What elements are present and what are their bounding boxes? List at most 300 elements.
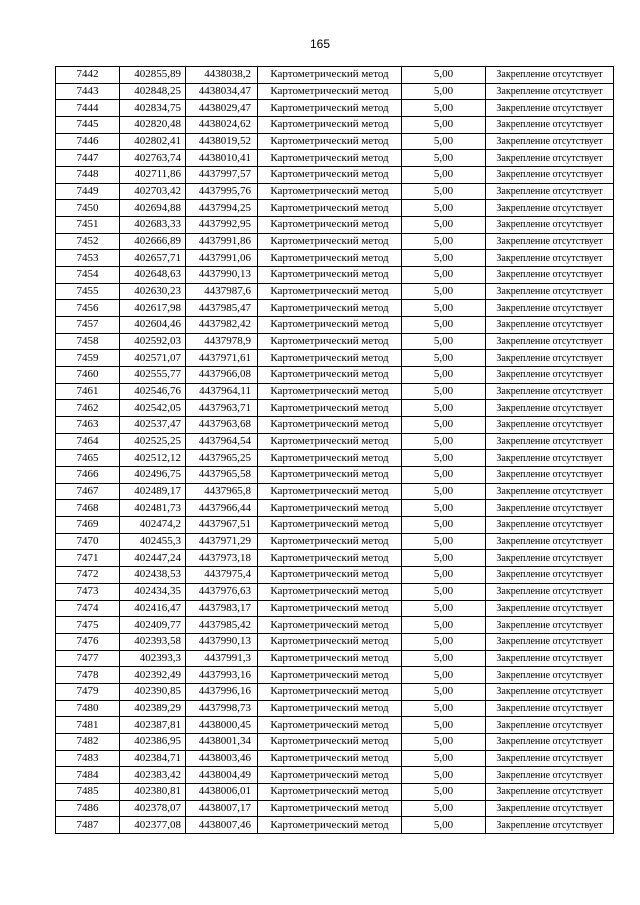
table-row [56, 483, 614, 500]
point-number-cell: 7452 [56, 233, 120, 250]
table-row [56, 433, 614, 450]
method-cell: Картометрический метод [258, 517, 402, 534]
table-row [56, 783, 614, 800]
y-coordinate-cell: 4437964,11 [186, 383, 258, 400]
fixation-cell: Закрепление отсутствует [486, 617, 614, 634]
fixation-cell: Закрепление отсутствует [486, 450, 614, 467]
method-cell: Картометрический метод [258, 100, 402, 117]
fixation-cell: Закрепление отсутствует [486, 67, 614, 84]
point-number-cell: 7447 [56, 150, 120, 167]
method-cell: Картометрический метод [258, 250, 402, 267]
fixation-cell: Закрепление отсутствует [486, 267, 614, 284]
error-cell: 5,00 [402, 383, 486, 400]
table-row [56, 550, 614, 567]
method-cell: Картометрический метод [258, 750, 402, 767]
point-number-cell: 7446 [56, 133, 120, 150]
x-coordinate-cell: 402489,17 [120, 483, 186, 500]
point-number-cell: 7482 [56, 733, 120, 750]
x-coordinate-cell: 402820,48 [120, 117, 186, 134]
point-number-cell: 7471 [56, 550, 120, 567]
x-coordinate-cell: 402389,29 [120, 700, 186, 717]
point-number-cell: 7463 [56, 417, 120, 434]
table-row [56, 667, 614, 684]
y-coordinate-cell: 4438019,52 [186, 133, 258, 150]
x-coordinate-cell: 402393,3 [120, 650, 186, 667]
method-cell: Картометрический метод [258, 183, 402, 200]
table-row [56, 600, 614, 617]
fixation-cell: Закрепление отсутствует [486, 650, 614, 667]
point-number-cell: 7477 [56, 650, 120, 667]
fixation-cell: Закрепление отсутствует [486, 667, 614, 684]
table-row [56, 167, 614, 184]
fixation-cell: Закрепление отсутствует [486, 750, 614, 767]
x-coordinate-cell: 402648,63 [120, 267, 186, 284]
error-cell: 5,00 [402, 800, 486, 817]
error-cell: 5,00 [402, 333, 486, 350]
error-cell: 5,00 [402, 483, 486, 500]
table-row [56, 383, 614, 400]
y-coordinate-cell: 4437971,29 [186, 533, 258, 550]
method-cell: Картометрический метод [258, 83, 402, 100]
method-cell: Картометрический метод [258, 117, 402, 134]
y-coordinate-cell: 4437991,3 [186, 650, 258, 667]
point-number-cell: 7461 [56, 383, 120, 400]
table-row [56, 150, 614, 167]
y-coordinate-cell: 4438003,46 [186, 750, 258, 767]
point-number-cell: 7467 [56, 483, 120, 500]
table-row [56, 300, 614, 317]
table-row [56, 133, 614, 150]
point-number-cell: 7480 [56, 700, 120, 717]
error-cell: 5,00 [402, 217, 486, 234]
error-cell: 5,00 [402, 267, 486, 284]
y-coordinate-cell: 4437973,18 [186, 550, 258, 567]
y-coordinate-cell: 4438004,49 [186, 767, 258, 784]
y-coordinate-cell: 4438024,62 [186, 117, 258, 134]
method-cell: Картометрический метод [258, 300, 402, 317]
method-cell: Картометрический метод [258, 483, 402, 500]
table-row [56, 817, 614, 834]
y-coordinate-cell: 4438038,2 [186, 67, 258, 84]
x-coordinate-cell: 402387,81 [120, 717, 186, 734]
point-number-cell: 7486 [56, 800, 120, 817]
table-row [56, 217, 614, 234]
error-cell: 5,00 [402, 450, 486, 467]
method-cell: Картометрический метод [258, 550, 402, 567]
error-cell: 5,00 [402, 750, 486, 767]
point-number-cell: 7475 [56, 617, 120, 634]
point-number-cell: 7456 [56, 300, 120, 317]
x-coordinate-cell: 402481,73 [120, 500, 186, 517]
point-number-cell: 7472 [56, 567, 120, 584]
fixation-cell: Закрепление отсутствует [486, 317, 614, 334]
x-coordinate-cell: 402848,25 [120, 83, 186, 100]
point-number-cell: 7469 [56, 517, 120, 534]
point-number-cell: 7454 [56, 267, 120, 284]
error-cell: 5,00 [402, 200, 486, 217]
table-row [56, 100, 614, 117]
x-coordinate-cell: 402409,77 [120, 617, 186, 634]
y-coordinate-cell: 4437967,51 [186, 517, 258, 534]
y-coordinate-cell: 4437985,47 [186, 300, 258, 317]
error-cell: 5,00 [402, 367, 486, 384]
y-coordinate-cell: 4437991,06 [186, 250, 258, 267]
y-coordinate-cell: 4438006,01 [186, 783, 258, 800]
y-coordinate-cell: 4437982,42 [186, 317, 258, 334]
x-coordinate-cell: 402380,81 [120, 783, 186, 800]
y-coordinate-cell: 4437963,71 [186, 400, 258, 417]
x-coordinate-cell: 402455,3 [120, 533, 186, 550]
method-cell: Картометрический метод [258, 267, 402, 284]
x-coordinate-cell: 402703,42 [120, 183, 186, 200]
point-number-cell: 7458 [56, 333, 120, 350]
y-coordinate-cell: 4437978,9 [186, 333, 258, 350]
fixation-cell: Закрепление отсутствует [486, 300, 614, 317]
error-cell: 5,00 [402, 500, 486, 517]
x-coordinate-cell: 402434,35 [120, 583, 186, 600]
y-coordinate-cell: 4437983,17 [186, 600, 258, 617]
error-cell: 5,00 [402, 100, 486, 117]
error-cell: 5,00 [402, 83, 486, 100]
x-coordinate-cell: 402711,86 [120, 167, 186, 184]
table-row [56, 117, 614, 134]
y-coordinate-cell: 4437996,16 [186, 683, 258, 700]
method-cell: Картометрический метод [258, 367, 402, 384]
point-number-cell: 7468 [56, 500, 120, 517]
y-coordinate-cell: 4437965,25 [186, 450, 258, 467]
point-number-cell: 7470 [56, 533, 120, 550]
y-coordinate-cell: 4438007,17 [186, 800, 258, 817]
point-number-cell: 7443 [56, 83, 120, 100]
y-coordinate-cell: 4437975,4 [186, 567, 258, 584]
method-cell: Картометрический метод [258, 383, 402, 400]
error-cell: 5,00 [402, 300, 486, 317]
table-row [56, 467, 614, 484]
error-cell: 5,00 [402, 400, 486, 417]
point-number-cell: 7487 [56, 817, 120, 834]
method-cell: Картометрический метод [258, 600, 402, 617]
y-coordinate-cell: 4437966,08 [186, 367, 258, 384]
method-cell: Картометрический метод [258, 533, 402, 550]
fixation-cell: Закрепление отсутствует [486, 250, 614, 267]
error-cell: 5,00 [402, 717, 486, 734]
x-coordinate-cell: 402802,41 [120, 133, 186, 150]
method-cell: Картометрический метод [258, 133, 402, 150]
table-row [56, 583, 614, 600]
y-coordinate-cell: 4437971,61 [186, 350, 258, 367]
fixation-cell: Закрепление отсутствует [486, 217, 614, 234]
method-cell: Картометрический метод [258, 350, 402, 367]
point-number-cell: 7462 [56, 400, 120, 417]
error-cell: 5,00 [402, 133, 486, 150]
method-cell: Картометрический метод [258, 417, 402, 434]
table-row [56, 183, 614, 200]
method-cell: Картометрический метод [258, 650, 402, 667]
point-number-cell: 7442 [56, 67, 120, 84]
fixation-cell: Закрепление отсутствует [486, 683, 614, 700]
y-coordinate-cell: 4438029,47 [186, 100, 258, 117]
y-coordinate-cell: 4437966,44 [186, 500, 258, 517]
method-cell: Картометрический метод [258, 700, 402, 717]
point-number-cell: 7444 [56, 100, 120, 117]
table-row [56, 517, 614, 534]
table-row [56, 250, 614, 267]
fixation-cell: Закрепление отсутствует [486, 533, 614, 550]
table-row [56, 317, 614, 334]
fixation-cell: Закрепление отсутствует [486, 700, 614, 717]
method-cell: Картометрический метод [258, 333, 402, 350]
y-coordinate-cell: 4437987,6 [186, 283, 258, 300]
y-coordinate-cell: 4437992,95 [186, 217, 258, 234]
method-cell: Картометрический метод [258, 633, 402, 650]
table-row [56, 533, 614, 550]
fixation-cell: Закрепление отсутствует [486, 817, 614, 834]
fixation-cell: Закрепление отсутствует [486, 600, 614, 617]
point-number-cell: 7445 [56, 117, 120, 134]
x-coordinate-cell: 402390,85 [120, 683, 186, 700]
point-number-cell: 7473 [56, 583, 120, 600]
point-number-cell: 7481 [56, 717, 120, 734]
table-row [56, 617, 614, 634]
x-coordinate-cell: 402571,07 [120, 350, 186, 367]
method-cell: Картометрический метод [258, 150, 402, 167]
point-number-cell: 7451 [56, 217, 120, 234]
error-cell: 5,00 [402, 617, 486, 634]
method-cell: Картометрический метод [258, 500, 402, 517]
table-row [56, 750, 614, 767]
fixation-cell: Закрепление отсутствует [486, 733, 614, 750]
point-number-cell: 7464 [56, 433, 120, 450]
error-cell: 5,00 [402, 550, 486, 567]
table-row [56, 200, 614, 217]
fixation-cell: Закрепление отсутствует [486, 800, 614, 817]
point-number-cell: 7448 [56, 167, 120, 184]
method-cell: Картометрический метод [258, 433, 402, 450]
error-cell: 5,00 [402, 350, 486, 367]
x-coordinate-cell: 402630,23 [120, 283, 186, 300]
fixation-cell: Закрепление отсутствует [486, 500, 614, 517]
x-coordinate-cell: 402694,88 [120, 200, 186, 217]
fixation-cell: Закрепление отсутствует [486, 350, 614, 367]
fixation-cell: Закрепление отсутствует [486, 133, 614, 150]
table-row [56, 800, 614, 817]
table-row [56, 233, 614, 250]
error-cell: 5,00 [402, 250, 486, 267]
fixation-cell: Закрепление отсутствует [486, 283, 614, 300]
fixation-cell: Закрепление отсутствует [486, 567, 614, 584]
y-coordinate-cell: 4437993,16 [186, 667, 258, 684]
x-coordinate-cell: 402438,53 [120, 567, 186, 584]
fixation-cell: Закрепление отсутствует [486, 550, 614, 567]
y-coordinate-cell: 4438010,41 [186, 150, 258, 167]
coordinates-table [55, 66, 614, 834]
table-body [56, 67, 614, 834]
x-coordinate-cell: 402378,07 [120, 800, 186, 817]
error-cell: 5,00 [402, 767, 486, 784]
method-cell: Картометрический метод [258, 217, 402, 234]
fixation-cell: Закрепление отсутствует [486, 767, 614, 784]
error-cell: 5,00 [402, 283, 486, 300]
fixation-cell: Закрепление отсутствует [486, 583, 614, 600]
point-number-cell: 7478 [56, 667, 120, 684]
point-number-cell: 7466 [56, 467, 120, 484]
table-row [56, 683, 614, 700]
y-coordinate-cell: 4437994,25 [186, 200, 258, 217]
point-number-cell: 7457 [56, 317, 120, 334]
fixation-cell: Закрепление отсутствует [486, 117, 614, 134]
table-row [56, 333, 614, 350]
method-cell: Картометрический метод [258, 400, 402, 417]
x-coordinate-cell: 402416,47 [120, 600, 186, 617]
method-cell: Картометрический метод [258, 800, 402, 817]
point-number-cell: 7484 [56, 767, 120, 784]
error-cell: 5,00 [402, 667, 486, 684]
error-cell: 5,00 [402, 783, 486, 800]
x-coordinate-cell: 402496,75 [120, 467, 186, 484]
method-cell: Картометрический метод [258, 200, 402, 217]
method-cell: Картометрический метод [258, 617, 402, 634]
error-cell: 5,00 [402, 417, 486, 434]
error-cell: 5,00 [402, 700, 486, 717]
table-row [56, 767, 614, 784]
point-number-cell: 7476 [56, 633, 120, 650]
table-row [56, 500, 614, 517]
x-coordinate-cell: 402392,49 [120, 667, 186, 684]
error-cell: 5,00 [402, 533, 486, 550]
method-cell: Картометрический метод [258, 283, 402, 300]
y-coordinate-cell: 4437976,63 [186, 583, 258, 600]
point-number-cell: 7459 [56, 350, 120, 367]
x-coordinate-cell: 402683,33 [120, 217, 186, 234]
x-coordinate-cell: 402592,03 [120, 333, 186, 350]
method-cell: Картометрический метод [258, 733, 402, 750]
x-coordinate-cell: 402834,75 [120, 100, 186, 117]
table-row [56, 350, 614, 367]
error-cell: 5,00 [402, 183, 486, 200]
method-cell: Картометрический метод [258, 450, 402, 467]
table-row [56, 267, 614, 284]
fixation-cell: Закрепление отсутствует [486, 483, 614, 500]
y-coordinate-cell: 4437997,57 [186, 167, 258, 184]
method-cell: Картометрический метод [258, 67, 402, 84]
fixation-cell: Закрепление отсутствует [486, 233, 614, 250]
error-cell: 5,00 [402, 167, 486, 184]
point-number-cell: 7460 [56, 367, 120, 384]
table-row [56, 633, 614, 650]
point-number-cell: 7474 [56, 600, 120, 617]
error-cell: 5,00 [402, 467, 486, 484]
error-cell: 5,00 [402, 650, 486, 667]
table-row [56, 400, 614, 417]
method-cell: Картометрический метод [258, 233, 402, 250]
error-cell: 5,00 [402, 233, 486, 250]
x-coordinate-cell: 402384,71 [120, 750, 186, 767]
page-number: 165 [309, 37, 331, 51]
y-coordinate-cell: 4437965,58 [186, 467, 258, 484]
error-cell: 5,00 [402, 517, 486, 534]
y-coordinate-cell: 4437991,86 [186, 233, 258, 250]
point-number-cell: 7485 [56, 783, 120, 800]
error-cell: 5,00 [402, 583, 486, 600]
x-coordinate-cell: 402393,58 [120, 633, 186, 650]
table-row [56, 717, 614, 734]
y-coordinate-cell: 4437965,8 [186, 483, 258, 500]
error-cell: 5,00 [402, 733, 486, 750]
fixation-cell: Закрепление отсутствует [486, 783, 614, 800]
error-cell: 5,00 [402, 633, 486, 650]
point-number-cell: 7465 [56, 450, 120, 467]
table-row [56, 67, 614, 84]
y-coordinate-cell: 4437995,76 [186, 183, 258, 200]
y-coordinate-cell: 4437998,73 [186, 700, 258, 717]
fixation-cell: Закрепление отсутствует [486, 83, 614, 100]
x-coordinate-cell: 402537,47 [120, 417, 186, 434]
x-coordinate-cell: 402512,12 [120, 450, 186, 467]
x-coordinate-cell: 402377,08 [120, 817, 186, 834]
point-number-cell: 7450 [56, 200, 120, 217]
x-coordinate-cell: 402447,24 [120, 550, 186, 567]
error-cell: 5,00 [402, 567, 486, 584]
fixation-cell: Закрепление отсутствует [486, 417, 614, 434]
y-coordinate-cell: 4438000,45 [186, 717, 258, 734]
table-row [56, 417, 614, 434]
fixation-cell: Закрепление отсутствует [486, 167, 614, 184]
fixation-cell: Закрепление отсутствует [486, 100, 614, 117]
method-cell: Картометрический метод [258, 583, 402, 600]
point-number-cell: 7483 [56, 750, 120, 767]
y-coordinate-cell: 4437990,13 [186, 267, 258, 284]
table-row [56, 733, 614, 750]
error-cell: 5,00 [402, 317, 486, 334]
table-row [56, 283, 614, 300]
x-coordinate-cell: 402604,46 [120, 317, 186, 334]
x-coordinate-cell: 402855,89 [120, 67, 186, 84]
error-cell: 5,00 [402, 600, 486, 617]
fixation-cell: Закрепление отсутствует [486, 633, 614, 650]
fixation-cell: Закрепление отсутствует [486, 383, 614, 400]
fixation-cell: Закрепление отсутствует [486, 717, 614, 734]
method-cell: Картометрический метод [258, 817, 402, 834]
fixation-cell: Закрепление отсутствует [486, 467, 614, 484]
y-coordinate-cell: 4437964,54 [186, 433, 258, 450]
method-cell: Картометрический метод [258, 467, 402, 484]
table-row [56, 367, 614, 384]
fixation-cell: Закрепление отсутствует [486, 433, 614, 450]
x-coordinate-cell: 402383,42 [120, 767, 186, 784]
method-cell: Картометрический метод [258, 767, 402, 784]
x-coordinate-cell: 402525,25 [120, 433, 186, 450]
fixation-cell: Закрепление отсутствует [486, 150, 614, 167]
fixation-cell: Закрепление отсутствует [486, 200, 614, 217]
x-coordinate-cell: 402474,2 [120, 517, 186, 534]
table-row [56, 450, 614, 467]
fixation-cell: Закрепление отсутствует [486, 400, 614, 417]
y-coordinate-cell: 4438007,46 [186, 817, 258, 834]
point-number-cell: 7455 [56, 283, 120, 300]
x-coordinate-cell: 402386,95 [120, 733, 186, 750]
error-cell: 5,00 [402, 150, 486, 167]
method-cell: Картометрический метод [258, 783, 402, 800]
method-cell: Картометрический метод [258, 667, 402, 684]
x-coordinate-cell: 402763,74 [120, 150, 186, 167]
point-number-cell: 7453 [56, 250, 120, 267]
x-coordinate-cell: 402666,89 [120, 233, 186, 250]
method-cell: Картометрический метод [258, 683, 402, 700]
table-row [56, 700, 614, 717]
method-cell: Картометрический метод [258, 317, 402, 334]
fixation-cell: Закрепление отсутствует [486, 517, 614, 534]
y-coordinate-cell: 4438034,47 [186, 83, 258, 100]
